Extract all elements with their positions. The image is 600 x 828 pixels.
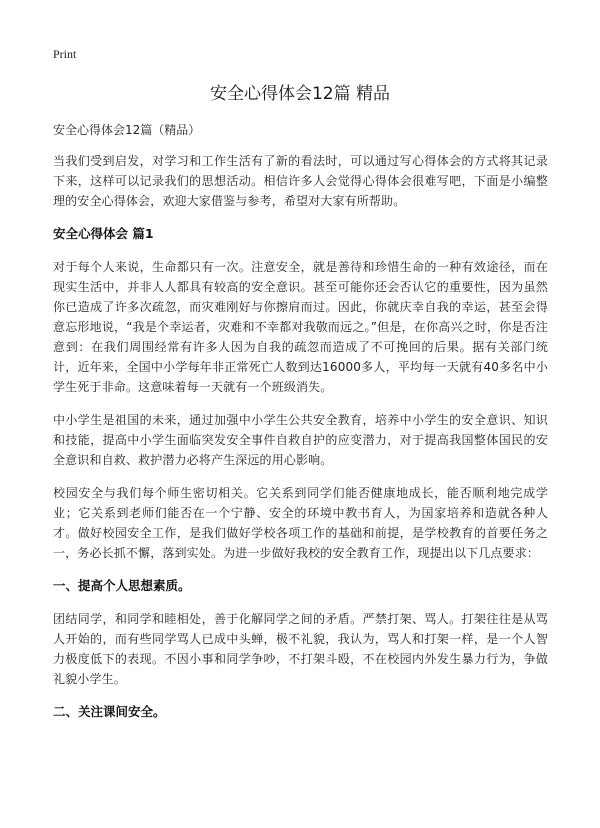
- subheading-thoughts: 一、提高个人思想素质。: [53, 578, 191, 593]
- body-paragraph: 团结同学，和同学和睦相处，善于化解同学之间的矛盾。严禁打架、骂人。打架往往是从骂人开始的，而有些同学骂人已成中头蝉，极不礼貌，我认为，骂人和打架一样，是一个人智力极度低下的表现。不因小事和同学争吵，不打架斗殴，不在校园内外发生暴力行为，争做礼貌小学生。: [53, 612, 548, 686]
- document-body: [53, 151, 548, 735]
- body-paragraph: 校园安全与我们每个师生密切相关。它关系到同学们能否健康地成长，能否顺利地完成学业；它关系到老师们能否在一个宁静、安全的环境中教书育人，为国家培养和造就各种人才。做好校园安全工作，是我们做好学校各项工作的基础和前提，是学校教育的首要任务之一，务必长抓不懈，落到实处。为进一步做好我校的安全教育工作，现提出以下几点要求：: [53, 486, 548, 560]
- section-heading-1: 安全心得体会 篇1: [53, 226, 154, 241]
- subheading-break-safety: 二、关注课间安全。: [53, 704, 166, 719]
- body-paragraph: 对于每个人来说，生命都只有一次。注意安全，就是善待和珍惜生命的一种有效途径，而在现实生活中，并非人人都具有较高的安全意识。甚至可能你还会否认它的重要性，因为虽然你已造成了许多次疏忽，而灾难刚好与你擦肩而过。因此，你就庆幸自我的幸运，甚至会得意忘形地说，“我是个幸运者，灾难和不幸都对我敬而远之。”但是，在你高兴之时，你是否注意到：在我们周围经常有许多人因为自我的疏忽而造成了不可挽回的后果。据有关部门统计，近年来，全国中小学每年非正常死亡人数到达16000多人，平均每一天就有40多名中小学生死于非命。这意味着每一天就有一个班级消失。: [53, 260, 548, 394]
- body-paragraph: 中小学生是祖国的未来，通过加强中小学生公共安全教育，培养中小学生的安全意识、知识和技能，提高中小学生面临突发安全事件自救自护的应变潜力，对于提高我国整体国民的安全意识和自救、救护潜力必将产生深远的用心影响。: [53, 413, 548, 467]
- print-link[interactable]: Print: [53, 47, 77, 61]
- document-subtitle: 安全心得体会12篇（精品）: [53, 123, 201, 137]
- intro-paragraph: 当我们受到启发，对学习和工作生活有了新的看法时，可以通过写心得体会的方式将其记录下来，这样可以记录我们的思想活动。相信许多人会觉得心得体会很难写吧，下面是小编整理的安全心得体会，欢迎大家借鉴与参考，希望对大家有所帮助。: [53, 154, 548, 208]
- document-title: 安全心得体会12篇 精品: [209, 84, 391, 104]
